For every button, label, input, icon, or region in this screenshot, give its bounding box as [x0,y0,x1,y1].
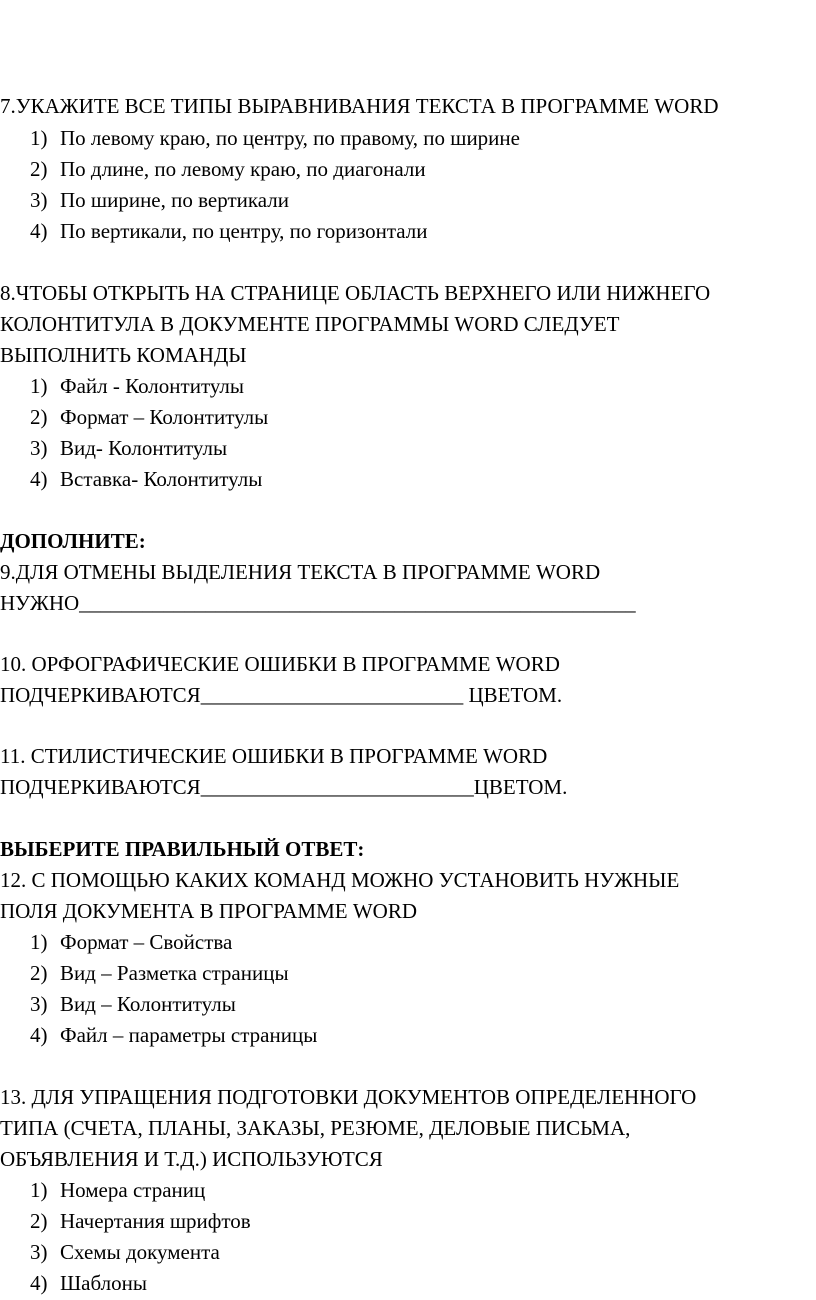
q11-answer-line: ПОДЧЕРКИВАЮТСЯ__________________________ЦВЕТОМ. [0,775,568,799]
q9-title-line-1: 9.ДЛЯ ОТМЕНЫ ВЫДЕЛЕНИЯ ТЕКСТА В ПРОГРАММЕ WORD [0,560,601,584]
q7-title: 7.УКАЖИТЕ ВСЕ ТИПЫ ВЫРАВНИВАНИЯ ТЕКСТА В ПРОГРАММЕ WORD [0,94,719,118]
q8-option-4: 4) Вставка- Колонтитулы [30,467,263,491]
q10-title-line-1: 10. ОРФОГРАФИЧЕСКИЕ ОШИБКИ В ПРОГРАММЕ WORD [0,652,560,676]
q13-option-4: 4) Шаблоны [30,1271,147,1295]
q7-option-2: 2) По длине, по левому краю, по диагонали [30,157,426,181]
section-heading-fill: ДОПОЛНИТЕ: [0,529,146,553]
q7-option-3: 3) По ширине, по вертикали [30,188,289,212]
q8-title-line-2: КОЛОНТИТУЛА В ДОКУМЕНТЕ ПРОГРАММЫ WORD СЛЕДУЕТ [0,312,620,336]
q8-option-1: 1) Файл - Колонтитулы [30,374,245,398]
q12-option-2: 2) Вид – Разметка страницы [30,961,289,985]
q13-title-line-1: 13. ДЛЯ УПРАЩЕНИЯ ПОДГОТОВКИ ДОКУМЕНТОВ ОПРЕДЕЛЕННОГО [0,1085,697,1109]
q12-title-line-2: ПОЛЯ ДОКУМЕНТА В ПРОГРАММЕ WORD [0,899,417,923]
q7-option-4: 4) По вертикали, по центру, по горизонтали [30,219,428,243]
q13-option-1: 1) Номера страниц [30,1178,206,1202]
q13-option-3: 3) Схемы документа [30,1240,220,1264]
q8-option-3: 3) Вид- Колонтитулы [30,436,228,460]
q7-option-1: 1) По левому краю, по центру, по правому, по ширине [30,126,520,150]
q10-answer-line: ПОДЧЕРКИВАЮТСЯ_________________________ ЦВЕТОМ. [0,683,563,707]
q9-answer-line: НУЖНО_____________________________________________________ [0,591,636,615]
q11-title-line-1: 11. СТИЛИСТИЧЕСКИЕ ОШИБКИ В ПРОГРАММЕ WORD [0,744,548,768]
section-heading-choose: ВЫБЕРИТЕ ПРАВИЛЬНЫЙ ОТВЕТ: [0,837,365,861]
q12-option-1: 1) Формат – Свойства [30,930,233,954]
q13-option-2: 2) Начертания шрифтов [30,1209,251,1233]
q8-title-line-3: ВЫПОЛНИТЬ КОМАНДЫ [0,343,247,367]
q13-title-line-3: ОБЪЯВЛЕНИЯ И Т.Д.) ИСПОЛЬЗУЮТСЯ [0,1147,383,1171]
q12-option-4: 4) Файл – параметры страницы [30,1023,318,1047]
q13-title-line-2: ТИПА (СЧЕТА, ПЛАНЫ, ЗАКАЗЫ, РЕЗЮМЕ, ДЕЛОВЫЕ ПИСЬМА, [0,1116,631,1140]
q8-title-line-1: 8.ЧТОБЫ ОТКРЫТЬ НА СТРАНИЦЕ ОБЛАСТЬ ВЕРХНЕГО ИЛИ НИЖНЕГО [0,281,711,305]
q12-title-line-1: 12. С ПОМОЩЬЮ КАКИХ КОМАНД МОЖНО УСТАНОВИТЬ НУЖНЫЕ [0,868,680,892]
q12-option-3: 3) Вид – Колонтитулы [30,992,236,1016]
q8-option-2: 2) Формат – Колонтитулы [30,405,269,429]
